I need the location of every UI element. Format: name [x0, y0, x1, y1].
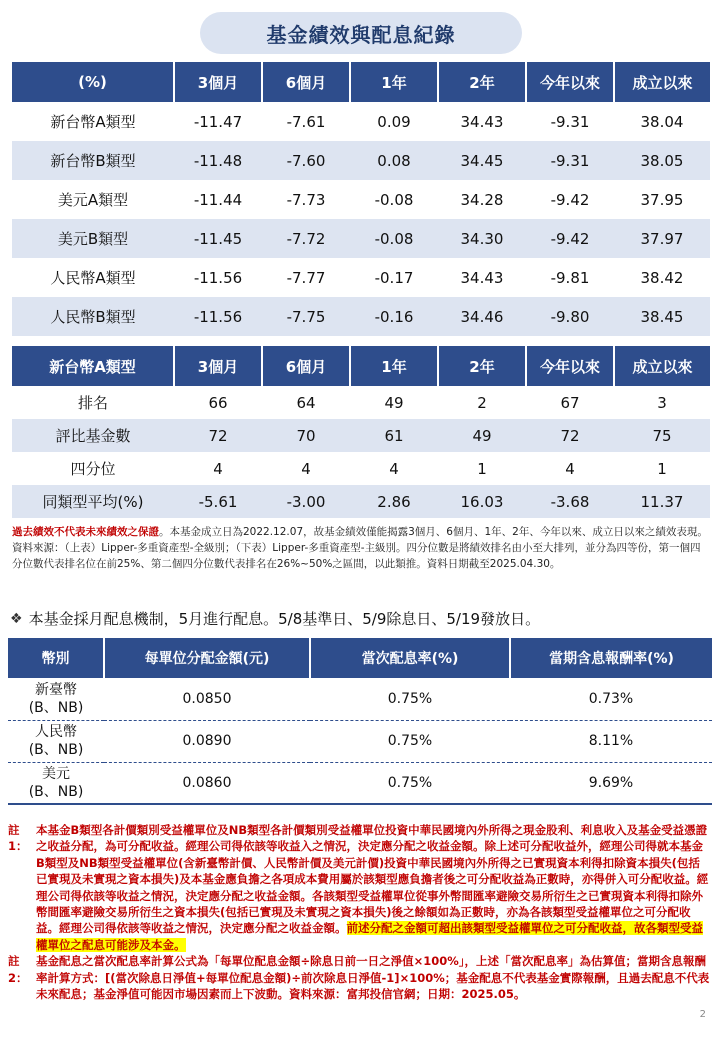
currency-name: 人民幣	[35, 724, 77, 740]
table-cell: 75	[614, 419, 710, 452]
table-cell: 37.95	[640, 190, 684, 209]
table-cell: 4	[213, 459, 223, 478]
table-cell: -5.61	[174, 485, 262, 518]
distribution-schedule-text: 本基金採月配息機制，5月進行配息。5/8基準日、5/9除息日、5/19發放日。	[28, 610, 541, 628]
footnote-1	[8, 822, 710, 953]
ranking-header: 今年以來	[526, 346, 614, 386]
table-cell: 人民幣A類型	[50, 269, 136, 287]
performance-header: 6個月	[262, 62, 350, 102]
distribution-header-row	[8, 638, 712, 678]
table-cell: -0.17	[374, 268, 414, 287]
footnote-highlight: 前述分配之金額可超出該類型受益權單位之可分配收益，故各類型受益權單位之配息可能涉及本金。	[36, 921, 703, 952]
footnote-tag: 註1：	[8, 823, 28, 854]
currency-class: (B、NB)	[28, 783, 84, 800]
table-cell: 2	[477, 393, 487, 412]
table-cell: -9.31	[526, 141, 614, 180]
table-cell: -9.81	[550, 268, 590, 287]
currency-name: 美元	[42, 765, 70, 782]
table-row	[12, 141, 710, 180]
table-cell: 4	[301, 459, 311, 478]
table-cell: 16.03	[438, 485, 526, 518]
table-cell: 美元B類型	[12, 219, 174, 258]
ranking-header: 2年	[438, 346, 526, 386]
table-cell: 0.08	[350, 141, 438, 180]
table-cell: -11.56	[174, 297, 262, 336]
table-cell: 38.04	[640, 112, 684, 131]
table-cell: -9.42	[526, 219, 614, 258]
table-cell: 34.30	[438, 219, 526, 258]
table-cell: -7.77	[286, 268, 326, 287]
table-cell: 72	[526, 419, 614, 452]
performance-header: (%)	[12, 62, 174, 102]
table-cell: 8.11%	[510, 720, 712, 762]
footnote-2	[8, 953, 710, 1002]
ranking-header: 6個月	[262, 346, 350, 386]
ranking-header: 新台幣A類型	[12, 346, 174, 386]
table-cell: 1	[477, 459, 487, 478]
table-cell: 34.43	[460, 112, 504, 131]
distribution-schedule	[10, 608, 710, 629]
table-row	[12, 386, 710, 419]
table-cell: 67	[560, 393, 580, 412]
table-cell: 38.42	[640, 268, 684, 287]
table-cell: -0.08	[374, 190, 414, 209]
performance-disclaimer	[12, 524, 710, 572]
footnotes	[8, 822, 710, 1002]
disclaimer-warning: 過去績效不代表未來績效之保證	[12, 526, 159, 538]
table-cell: 37.97	[614, 219, 710, 258]
ranking-header-row	[12, 346, 710, 386]
table-cell: -9.31	[550, 112, 590, 131]
performance-header-row	[12, 62, 710, 102]
table-cell: 四分位	[70, 460, 116, 478]
page-number: 2	[699, 1009, 706, 1020]
table-cell: 72	[174, 419, 262, 452]
table-cell: 34.28	[460, 190, 504, 209]
currency-class: (B、NB)	[28, 699, 84, 716]
ranking-header: 成立以來	[614, 346, 710, 386]
table-cell: -0.16	[350, 297, 438, 336]
table-cell: 3	[657, 393, 667, 412]
table-row	[12, 452, 710, 485]
table-cell: 0.73%	[510, 678, 712, 720]
table-cell: -0.08	[350, 219, 438, 258]
table-cell: -7.60	[262, 141, 350, 180]
table-cell: -7.73	[286, 190, 326, 209]
ranking-header: 1年	[350, 346, 438, 386]
performance-header: 2年	[438, 62, 526, 102]
table-cell: 9.69%	[510, 762, 712, 804]
footnote-tag: 註2：	[8, 954, 28, 985]
table-cell: -3.68	[526, 485, 614, 518]
currency-cell	[8, 762, 104, 804]
distribution-header: 每單位分配金額(元)	[104, 638, 310, 678]
table-cell: 4	[389, 459, 399, 478]
table-row	[8, 720, 712, 762]
table-cell: -3.00	[262, 485, 350, 518]
table-cell: 38.45	[614, 297, 710, 336]
table-cell: 新台幣A類型	[50, 113, 136, 131]
table-cell: 11.37	[614, 485, 710, 518]
table-cell: 0.0860	[104, 762, 310, 804]
table-cell: 34.46	[438, 297, 526, 336]
table-cell: 0.75%	[310, 720, 510, 762]
distribution-table	[8, 638, 712, 805]
table-cell: 38.05	[614, 141, 710, 180]
table-cell: -9.80	[526, 297, 614, 336]
table-cell: -7.75	[262, 297, 350, 336]
table-cell: 49	[438, 419, 526, 452]
table-cell: -9.42	[550, 190, 590, 209]
footnote-body	[36, 822, 710, 953]
table-cell: -11.56	[193, 268, 243, 287]
footnote-text: 基金配息之當次配息率計算公式為「每單位配息金額÷除息日前一日之淨值×100%」，上述「當次配息率」為估算值；當期含息報酬率計算方式：[(當次除息日淨值+每單位配息金額)÷前次除息日淨值-1]×100%；基金配息不代表基金實際報酬，且過去配息不代表未來配息；基金淨值可能因市場因素而上下波動。資料來源：富邦投信官網；日期：2025.05。	[36, 954, 710, 1002]
table-cell: 0.0850	[104, 678, 310, 720]
table-row	[12, 419, 710, 452]
table-cell: 排名	[77, 394, 108, 412]
table-cell: 70	[262, 419, 350, 452]
table-cell: 66	[208, 393, 228, 412]
currency-class: (B、NB)	[28, 742, 84, 758]
performance-header: 1年	[350, 62, 438, 102]
footnote-text: 本基金B類型各計價類別受益權單位及NB類型各計價類別受益權單位投資中華民國境內外所得之現金股利、利息收入及基金受益憑證 之收益分配，為可分配收益。經理公司得依該等收益入之情況，決定應分配之收益金額。除上述可分配收益外，經理公司得就本基金B類型及NB類型受益權單位(含新臺幣計價、人民幣計價及美元計價)投資中華民國境內外所得之已實現資本利得扣除資本損失(包括已實現及未實現之資本損失)及本基金應負擔之各項成本費用屬於該類型應負擔者後之可分配收益為正數時，亦得併入可分配收益。經理公司得依該等收益之情況，決定應分配之收益金額。各該類型受益權單位從事外幣間匯率避險交易所衍生之已實現資本利得扣除外幣間匯率避險交易所衍生之資本損失(包括已實現及未實現之資本損失)後之餘額如為正數時，亦為各該類型受益權單位之可分配收益。經理公司得依該等收益之情況，決定應分配之收益金額。	[36, 823, 709, 936]
ranking-header: 3個月	[174, 346, 262, 386]
table-cell: 64	[296, 393, 316, 412]
table-cell: 34.45	[438, 141, 526, 180]
table-cell: -11.48	[174, 141, 262, 180]
performance-header: 3個月	[174, 62, 262, 102]
table-cell: 0.0890	[104, 720, 310, 762]
performance-header: 成立以來	[614, 62, 710, 102]
table-row	[12, 258, 710, 297]
table-cell: 評比基金數	[12, 419, 174, 452]
table-cell: 1	[657, 459, 667, 478]
distribution-header: 幣別	[8, 638, 104, 678]
distribution-header: 當次配息率(%)	[310, 638, 510, 678]
table-cell: 2.86	[350, 485, 438, 518]
table-cell: -7.72	[262, 219, 350, 258]
table-cell: -11.47	[193, 112, 243, 131]
performance-header: 今年以來	[526, 62, 614, 102]
table-row	[8, 762, 712, 804]
table-cell: 49	[384, 393, 404, 412]
table-cell: 同類型平均(%)	[12, 485, 174, 518]
ranking-table	[12, 346, 710, 518]
table-cell: 0.09	[377, 112, 411, 131]
table-row	[12, 485, 710, 518]
table-cell: 61	[350, 419, 438, 452]
table-cell: 34.43	[460, 268, 504, 287]
table-cell: 人民幣B類型	[12, 297, 174, 336]
disclaimer-body: 。本基金成立日為2022.12.07，故基金績效僅能揭露3個月、6個月、1年、2年、今年以來、成立日以來之績效表現。資料來源：（上表）Lipper-多重資產型-全級別；（下表）Lipper-多重資產型-主級別。四分位數是將績效排名由小至大排列，並分為四等份，第一個四分位數代表排名位在前25%、第二個四分位數代表排名在26%~50%之區間，以此類推。資料日期截至2025.04.30。	[12, 526, 708, 570]
table-cell: 0.75%	[310, 762, 510, 804]
table-row	[12, 219, 710, 258]
table-cell: 4	[565, 459, 575, 478]
table-cell: -11.45	[174, 219, 262, 258]
table-cell: 新台幣B類型	[12, 141, 174, 180]
page-title: 基金績效與配息紀錄	[200, 12, 522, 54]
performance-table	[12, 62, 710, 336]
distribution-header: 當期含息報酬率(%)	[510, 638, 712, 678]
table-cell: 美元A類型	[57, 191, 129, 209]
table-cell: 0.75%	[310, 678, 510, 720]
currency-cell	[8, 720, 104, 762]
table-cell: -7.61	[286, 112, 326, 131]
table-row	[12, 102, 710, 141]
table-cell: -11.44	[193, 190, 243, 209]
table-row	[12, 297, 710, 336]
currency-name: 新臺幣	[35, 681, 77, 698]
table-row	[12, 180, 710, 219]
currency-cell	[8, 678, 104, 720]
diamond-bullet-icon: ❖	[10, 610, 23, 627]
table-row	[8, 678, 712, 720]
